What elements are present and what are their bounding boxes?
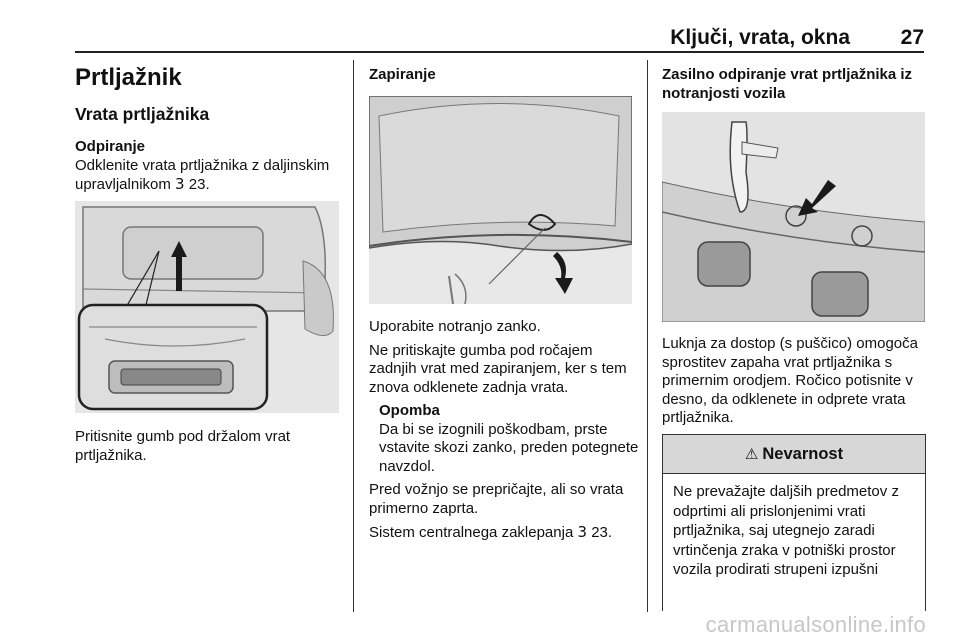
section-title: Prtljažnik <box>75 64 182 91</box>
warning-header <box>663 435 925 474</box>
page-ref-icon: 3 <box>577 523 588 541</box>
page-ref-icon: 3 <box>175 175 185 193</box>
warning-body <box>663 474 925 588</box>
emergency-release-illustration <box>662 112 925 322</box>
note-text: Da bi se izognili poškodbam, prste vstavite skozi zanko, preden potegnete navzdol. <box>379 420 639 475</box>
warning-title: Nevarnost <box>762 444 844 463</box>
column-3-text <box>662 335 932 428</box>
warning-text: Ne prevažajte daljših predmetov z odprtimi ali prislonjenimi vrati prtljažnika, saj utegnejo zaradi vrtinčenja zraka v potniški prostor vozila prodirati strupeni izpušni <box>673 483 899 578</box>
figure-caption: Pritisnite gumb pod držalom vrat prtljažnika. <box>75 428 291 464</box>
closing-loop-figure <box>369 96 632 304</box>
emergency-heading-block <box>662 66 924 103</box>
closing-heading-block <box>369 66 637 85</box>
emergency-paragraph: Luknja za dostop (s puščico) omogoča sprostitev zapaha vrat prtljažnika s primernim orodjem. Ročico potisnite v desno, da odklenete in odprete vrata prtljažnika. <box>662 335 918 426</box>
page-header-title: Ključi, vrata, okna <box>670 26 850 49</box>
opening-paragraph <box>75 157 345 195</box>
column-rule-2 <box>647 60 648 612</box>
column-1-caption <box>75 428 345 465</box>
emergency-release-figure <box>662 112 925 322</box>
note-heading: Opomba <box>379 402 440 419</box>
warning-triangle-icon: ⚠ <box>744 445 759 463</box>
closing-loop-illustration <box>369 96 632 304</box>
subsection-title: Vrata prtljažnika <box>75 104 210 124</box>
central-locking-text: Sistem centralnega zaklepanja <box>369 524 578 541</box>
closing-paragraph-2: Ne pritiskajte gumba pod ročajem zadnjih vrat med zapiranjem, ker s tem znova odklenete zadnja vrata. <box>369 341 627 396</box>
note-block <box>369 402 639 476</box>
tailgate-handle-illustration <box>75 201 339 413</box>
opening-text: Odklenite vrata prtljažnika z daljinskim upravljalnikom <box>75 156 330 193</box>
closing-heading: Zapiranje <box>369 66 436 83</box>
page-number: 27 <box>900 26 924 49</box>
tailgate-handle-figure <box>75 201 339 413</box>
header-rule <box>75 51 924 53</box>
warning-box <box>662 434 926 611</box>
closing-paragraph-1: Uporabite notranjo zanko. <box>369 318 541 335</box>
opening-ref[interactable]: 23. <box>188 176 210 193</box>
closing-paragraph-4 <box>369 523 639 543</box>
column-1-text <box>75 138 345 195</box>
column-2-text <box>369 318 639 543</box>
column-rule-1 <box>353 60 354 612</box>
emergency-heading: Zasilno odpiranje vrat prtljažnika iz notranjosti vozila <box>662 66 913 102</box>
opening-heading: Odpiranje <box>75 138 146 155</box>
watermark: carmanualsonline.info <box>705 612 926 637</box>
central-locking-ref[interactable]: 23. <box>591 524 613 541</box>
closing-paragraph-3: Pred vožnjo se prepričajte, ali so vrata primerno zaprta. <box>369 481 624 517</box>
